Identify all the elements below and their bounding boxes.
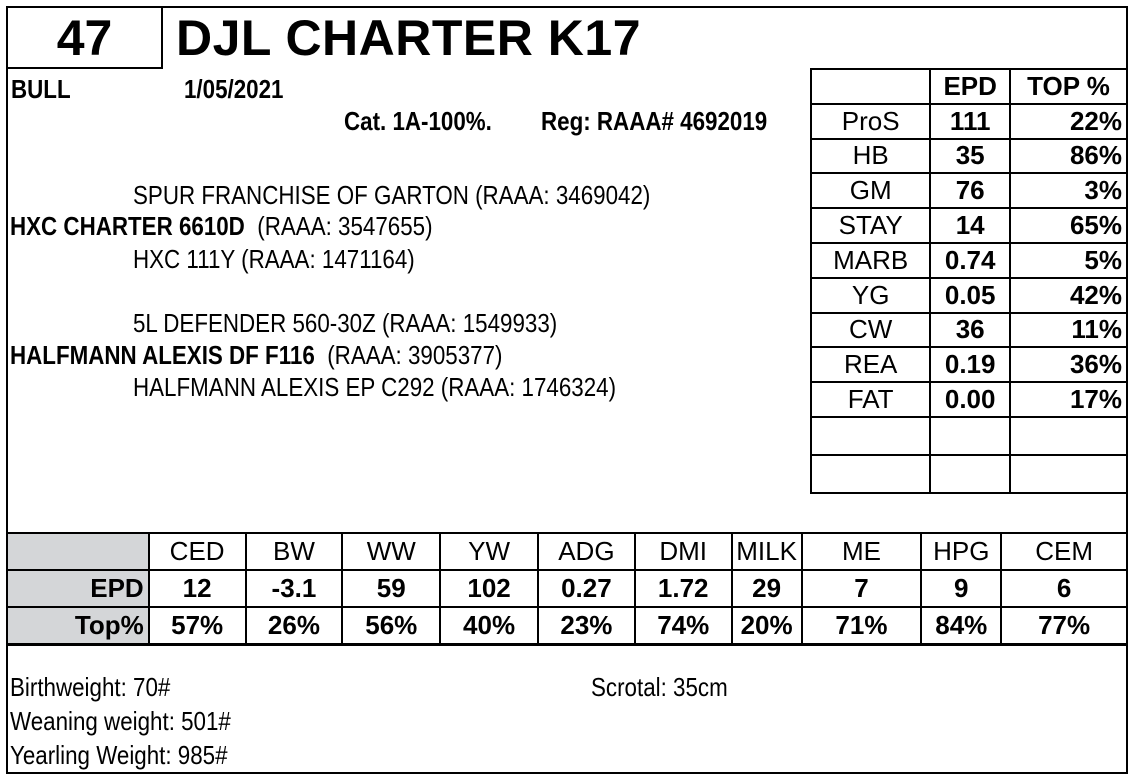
index-epd: 0.00: [930, 382, 1010, 417]
epd-value: 7: [802, 570, 922, 607]
index-top: 17%: [1010, 382, 1127, 417]
table-row: [811, 382, 1127, 417]
epd-top: 84%: [921, 607, 1001, 644]
birth-date: 1/05/2021: [184, 74, 284, 104]
top-row-label: Top%: [7, 607, 149, 644]
index-top: 5%: [1010, 243, 1127, 278]
index-top: 36%: [1010, 347, 1127, 382]
epd-trait: ME: [802, 533, 922, 570]
epd-top: 23%: [538, 607, 635, 644]
birthweight: Birthweight: 70#: [10, 672, 171, 702]
sire-sire: SPUR FRANCHISE OF GARTON (RAAA: 3469042): [133, 180, 651, 210]
index-epd: 76: [930, 173, 1010, 208]
lot-number: 47: [56, 10, 113, 66]
epd-trait: BW: [246, 533, 343, 570]
epd-value: -3.1: [246, 570, 343, 607]
index-table: [810, 68, 1128, 494]
epd-top-row: [7, 607, 1127, 644]
epd-value: 12: [149, 570, 246, 607]
epd-top: 57%: [149, 607, 246, 644]
index-epd: 0.74: [930, 243, 1010, 278]
dam-sire: 5L DEFENDER 560-30Z (RAAA: 1549933): [133, 308, 558, 338]
index-header-top: TOP %: [1010, 69, 1127, 104]
weaning-weight: Weaning weight: 501#: [10, 706, 231, 736]
table-row: [811, 278, 1127, 313]
epd-value: 1.72: [635, 570, 732, 607]
index-top: 22%: [1010, 104, 1127, 139]
table-row: [811, 139, 1127, 174]
sire-reg: (RAAA: 3547655): [257, 211, 433, 241]
index-trait: ProS: [811, 104, 930, 139]
epd-top: 20%: [732, 607, 802, 644]
index-trait: HB: [811, 139, 930, 174]
epd-top: 56%: [342, 607, 440, 644]
dam-reg: (RAAA: 3905377): [327, 340, 503, 370]
table-row: [811, 173, 1127, 208]
index-trait: MARB: [811, 243, 930, 278]
table-row: [811, 347, 1127, 382]
index-header-epd: EPD: [930, 69, 1010, 104]
registration-number: Reg: RAAA# 4692019: [541, 106, 768, 136]
index-trait: FAT: [811, 382, 930, 417]
epd-table: [6, 532, 1128, 645]
epd-top: 26%: [246, 607, 343, 644]
index-epd: 0.19: [930, 347, 1010, 382]
epd-trait: MILK: [732, 533, 802, 570]
epd-trait: WW: [342, 533, 440, 570]
index-top: 11%: [1010, 313, 1127, 348]
index-top: 65%: [1010, 208, 1127, 243]
index-epd: 36: [930, 313, 1010, 348]
index-trait: REA: [811, 347, 930, 382]
category: Cat. 1A-100%.: [344, 106, 492, 136]
epd-trait: CED: [149, 533, 246, 570]
index-epd: 0.05: [930, 278, 1010, 313]
epd-trait: ADG: [538, 533, 635, 570]
index-table-header: [811, 69, 1127, 104]
section-divider: [6, 644, 1128, 646]
dam: [10, 340, 502, 370]
epd-value: 9: [921, 570, 1001, 607]
epd-top: 40%: [440, 607, 538, 644]
index-trait: CW: [811, 313, 930, 348]
sire-name: HXC CHARTER 6610D: [10, 211, 245, 241]
epd-value: 6: [1001, 570, 1127, 607]
table-row: [811, 313, 1127, 348]
epd-corner: [7, 533, 149, 570]
table-row: [811, 104, 1127, 139]
index-trait: YG: [811, 278, 930, 313]
epd-top: 74%: [635, 607, 732, 644]
table-row: [811, 243, 1127, 278]
epd-trait: HPG: [921, 533, 1001, 570]
index-epd: 14: [930, 208, 1010, 243]
epd-trait: YW: [440, 533, 538, 570]
table-row-empty: [811, 417, 1127, 455]
epd-value: 29: [732, 570, 802, 607]
index-top: 42%: [1010, 278, 1127, 313]
index-top: 86%: [1010, 139, 1127, 174]
epd-trait: DMI: [635, 533, 732, 570]
sire-dam: HXC 111Y (RAAA: 1471164): [133, 244, 415, 274]
yearling-weight: Yearling Weight: 985#: [10, 740, 228, 770]
epd-value-row: [7, 570, 1127, 607]
animal-sex: BULL: [11, 74, 71, 104]
sire: [10, 211, 433, 241]
animal-name: DJL CHARTER K17: [176, 10, 641, 66]
dam-name: HALFMANN ALEXIS DF F116: [10, 340, 315, 370]
index-trait: GM: [811, 173, 930, 208]
index-epd: 35: [930, 139, 1010, 174]
epd-value: 0.27: [538, 570, 635, 607]
scrotal: Scrotal: 35cm: [591, 672, 728, 702]
index-top: 3%: [1010, 173, 1127, 208]
epd-value: 102: [440, 570, 538, 607]
epd-top: 71%: [802, 607, 922, 644]
epd-row-label: EPD: [7, 570, 149, 607]
table-row: [811, 208, 1127, 243]
epd-trait-row: [7, 533, 1127, 570]
epd-trait: CEM: [1001, 533, 1127, 570]
index-header-trait: [811, 69, 930, 104]
index-trait: STAY: [811, 208, 930, 243]
epd-top: 77%: [1001, 607, 1127, 644]
table-row-empty: [811, 455, 1127, 493]
epd-value: 59: [342, 570, 440, 607]
index-epd: 111: [930, 104, 1010, 139]
dam-dam: HALFMANN ALEXIS EP C292 (RAAA: 1746324): [133, 372, 617, 402]
